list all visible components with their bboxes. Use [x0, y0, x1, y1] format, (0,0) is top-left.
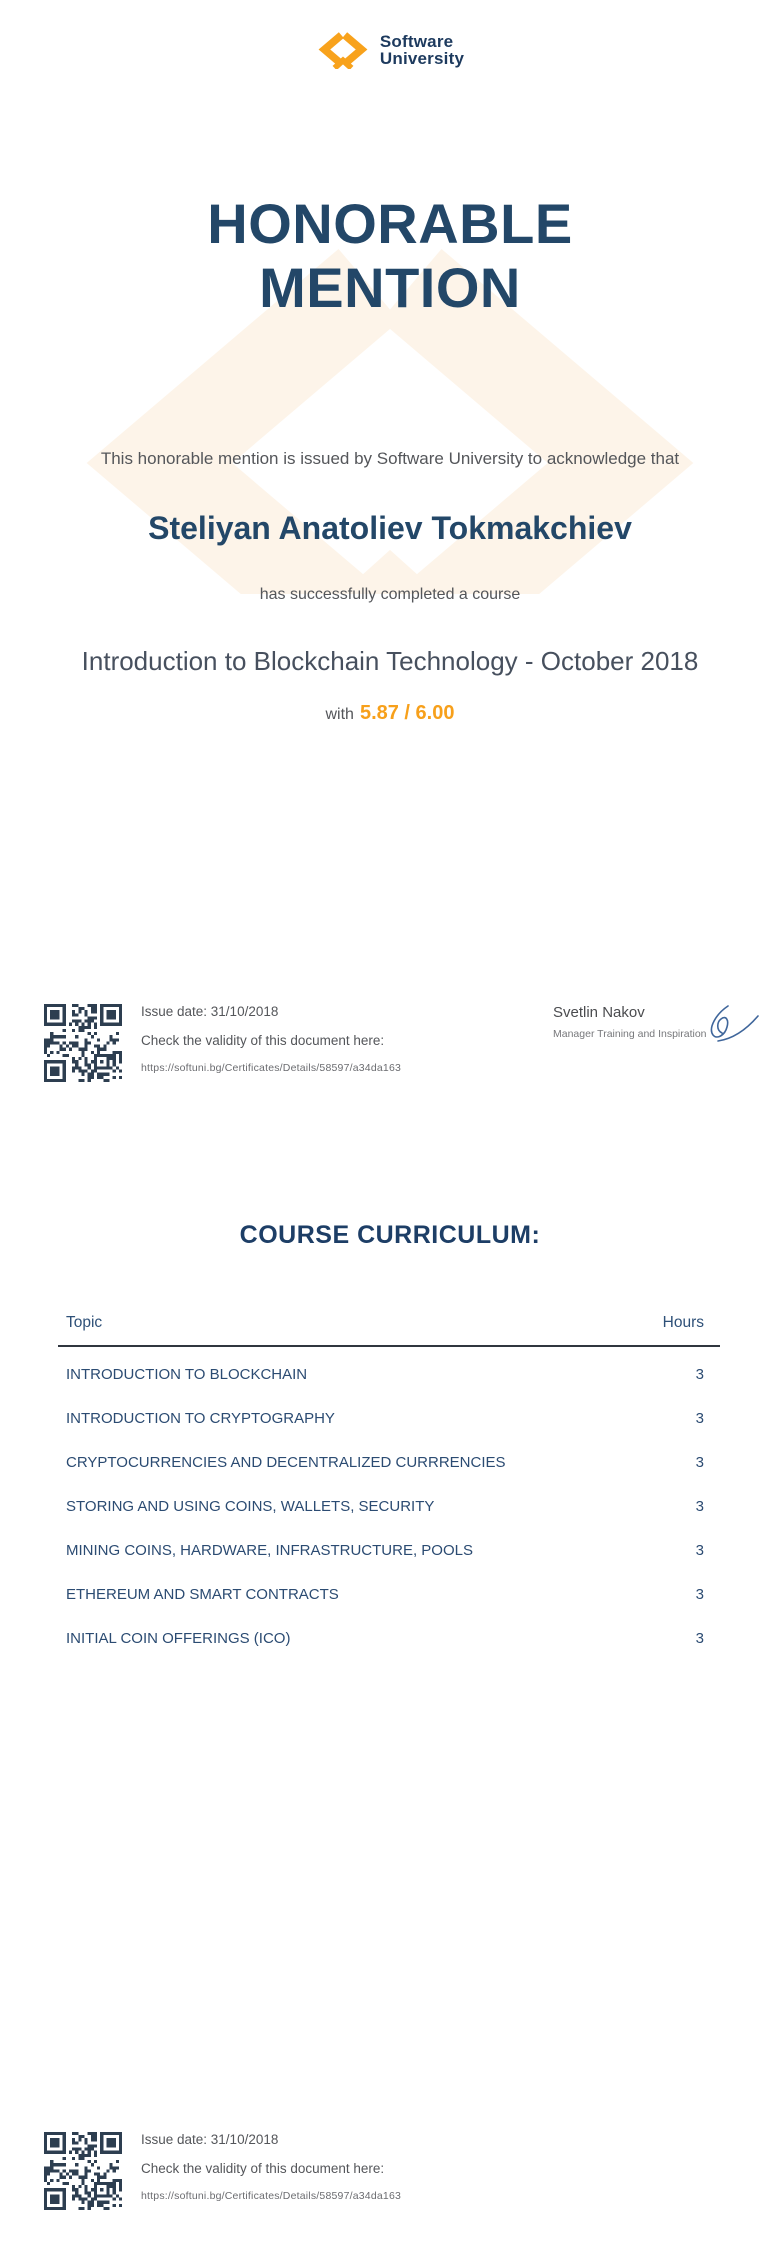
qr-code — [44, 1004, 122, 1082]
table-row — [58, 1484, 720, 1528]
hours-cell: 3 — [695, 1365, 704, 1383]
softuni-logo-icon — [316, 30, 370, 69]
issue-date: Issue date: 31/10/2018 — [141, 1004, 279, 1019]
completed-text: has successfully completed a course — [259, 586, 521, 603]
qr-code — [44, 2132, 122, 2210]
hours-cell: 3 — [695, 1629, 704, 1647]
issue-date: Issue date: 31/10/2018 — [141, 2132, 279, 2147]
signature-icon — [700, 1002, 760, 1048]
signer-title: Manager Training and Inspiration — [553, 1028, 707, 1040]
softuni-logo — [0, 30, 780, 69]
topic-cell: CRYPTOCURRENCIES AND DECENTRALIZED CURRRENCIES — [66, 1453, 506, 1471]
table-row — [58, 1528, 720, 1572]
curriculum-rows — [58, 1347, 720, 1660]
table-row — [58, 1396, 720, 1440]
topic-cell: INTRODUCTION TO CRYPTOGRAPHY — [66, 1409, 335, 1427]
hours-cell: 3 — [695, 1453, 704, 1471]
hours-cell: 3 — [695, 1409, 704, 1427]
score-prefix: with — [325, 706, 354, 723]
validity-url: https://softuni.bg/Certificates/Details/58597/a34da163 — [141, 2190, 402, 2202]
hours-cell: 3 — [695, 1541, 704, 1559]
certificate-title: HONORABLE MENTION — [207, 192, 573, 319]
logo-line-1: Software — [379, 32, 454, 51]
column-header-hours: Hours — [662, 1314, 704, 1331]
issue-block-top — [0, 1002, 780, 1114]
score-line — [0, 702, 780, 725]
topic-cell: INTRODUCTION TO BLOCKCHAIN — [66, 1365, 308, 1383]
logo-line-2: University — [379, 49, 465, 68]
curriculum-heading: COURSE CURRICULUM: — [239, 1221, 541, 1249]
hours-cell: 3 — [695, 1497, 704, 1515]
topic-cell: MINING COINS, HARDWARE, INFRASTRUCTURE, POOLS — [66, 1541, 473, 1559]
issue-block-bottom — [0, 2130, 780, 2242]
recipient-name: Steliyan Anatoliev Tokmakchiev — [148, 510, 632, 546]
validity-url: https://softuni.bg/Certificates/Details/58597/a34da163 — [141, 1062, 402, 1074]
table-row — [58, 1572, 720, 1616]
signer-name: Svetlin Nakov — [553, 1004, 645, 1021]
hours-cell: 3 — [695, 1585, 704, 1603]
column-header-topic: Topic — [66, 1314, 103, 1331]
topic-cell: INITIAL COIN OFFERINGS (ICO) — [66, 1629, 291, 1647]
table-row — [58, 1440, 720, 1484]
curriculum-table — [58, 1306, 720, 1660]
topic-cell: ETHEREUM AND SMART CONTRACTS — [66, 1585, 339, 1603]
table-row — [58, 1616, 720, 1660]
score-value: 5.87 / 6.00 — [359, 702, 455, 724]
curriculum-table-header — [58, 1306, 720, 1347]
topic-cell: STORING AND USING COINS, WALLETS, SECURITY — [66, 1497, 435, 1515]
validity-label: Check the validity of this document here: — [141, 1033, 385, 1048]
table-row — [58, 1352, 720, 1396]
certificate-intro: This honorable mention is issued by Software University to acknowledge that — [100, 449, 680, 468]
softuni-logo-text — [380, 30, 464, 67]
course-title: Introduction to Blockchain Technology - October 2018 — [81, 646, 699, 676]
validity-label: Check the validity of this document here: — [141, 2161, 385, 2176]
